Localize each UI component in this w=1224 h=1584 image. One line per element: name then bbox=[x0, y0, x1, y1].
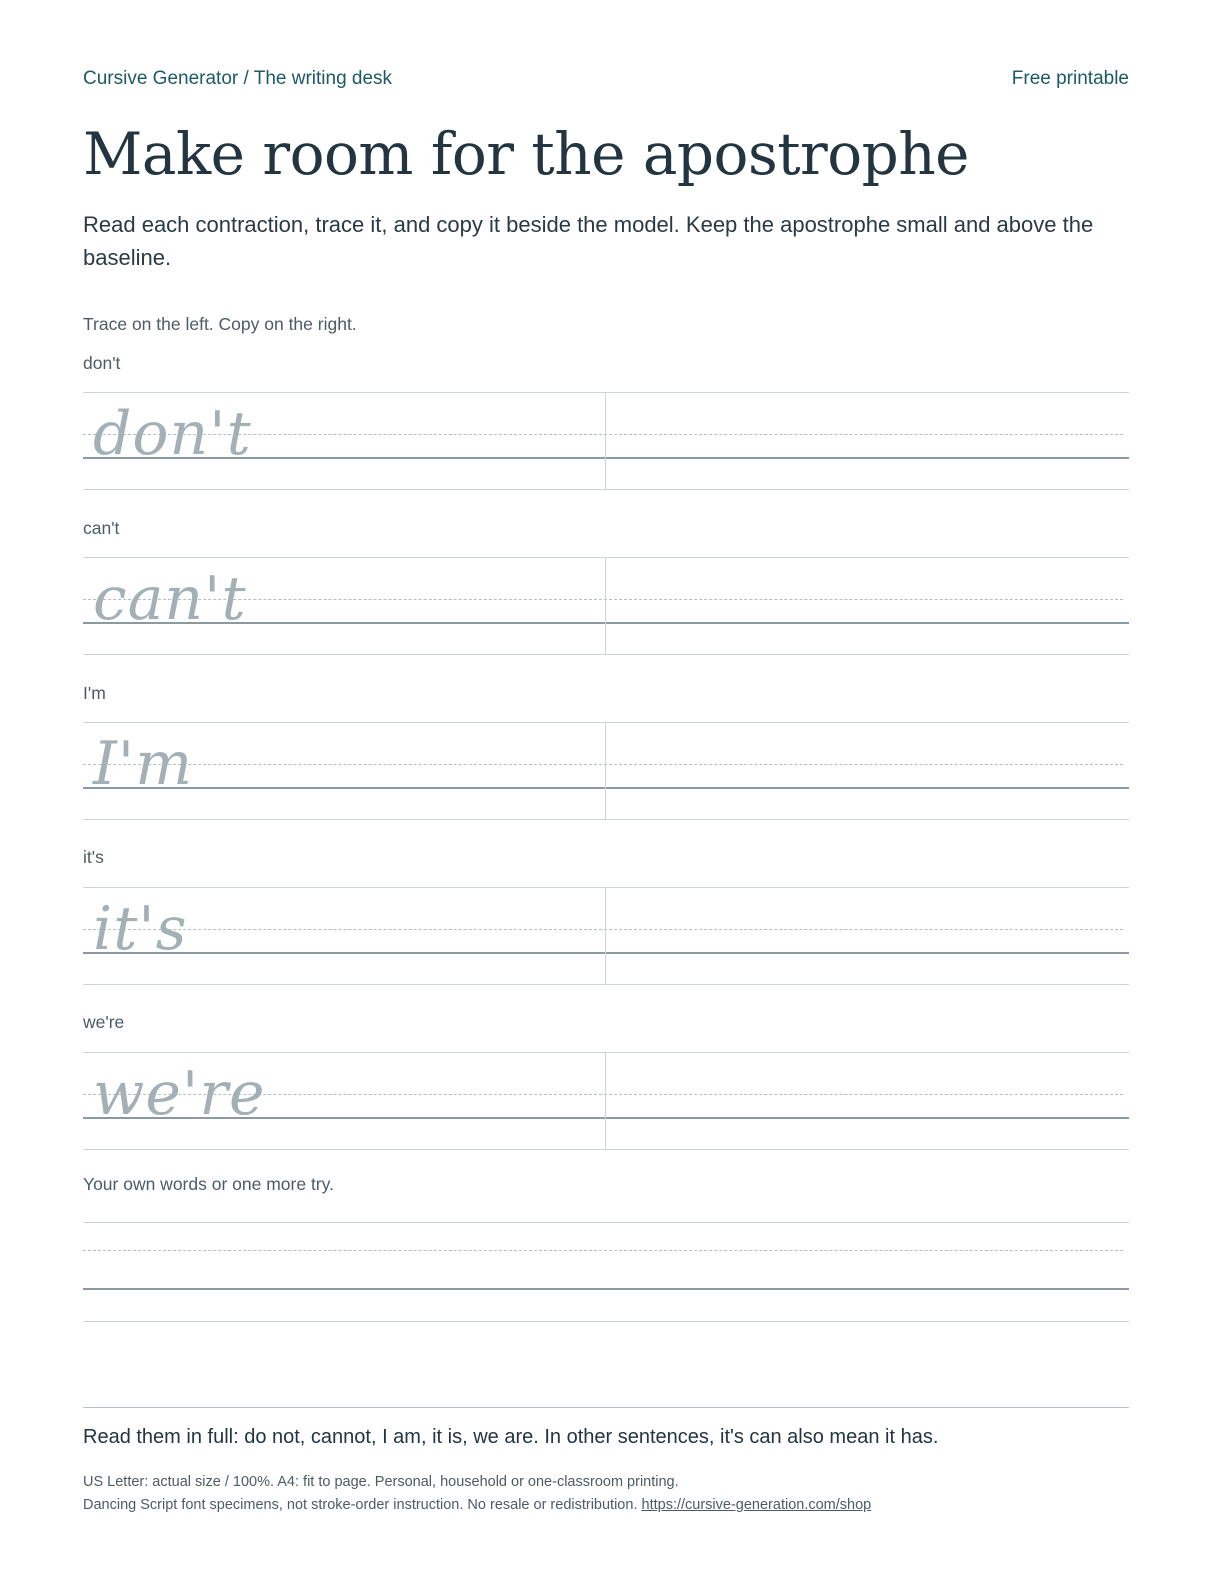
row-divider bbox=[605, 1053, 606, 1149]
copy-area[interactable] bbox=[607, 888, 1129, 984]
practice-row bbox=[83, 887, 1129, 985]
practice-row bbox=[83, 557, 1129, 655]
shop-link[interactable]: https://cursive-generation.com/shop bbox=[641, 1497, 872, 1513]
midline bbox=[83, 1250, 1123, 1251]
copy-area[interactable] bbox=[607, 723, 1129, 819]
practice-row bbox=[83, 1052, 1129, 1150]
intro-text: Read each contraction, trace it, and copy it beside the model. Keep the apostrophe small and above the baseline. bbox=[83, 212, 1094, 270]
practice-row bbox=[83, 722, 1129, 820]
free-practice-label: Your own words or one more try. bbox=[83, 1174, 334, 1194]
free-practice-row[interactable] bbox=[83, 1222, 1129, 1322]
word-label: don't bbox=[83, 353, 121, 373]
trace-word: can't bbox=[93, 564, 247, 634]
breadcrumb[interactable]: Cursive Generator / The writing desk bbox=[83, 68, 393, 89]
free-printable-label: Free printable bbox=[1011, 68, 1129, 89]
word-label: can't bbox=[83, 518, 120, 538]
row-divider bbox=[605, 723, 606, 819]
word-label: we're bbox=[83, 1012, 125, 1032]
copy-area[interactable] bbox=[607, 558, 1129, 654]
license-note bbox=[83, 1497, 871, 1513]
copy-area[interactable] bbox=[607, 1053, 1129, 1149]
trace-word: we're bbox=[93, 1059, 266, 1129]
trace-word: it's bbox=[93, 894, 188, 964]
instruction-text: Trace on the left. Copy on the right. bbox=[83, 314, 357, 334]
trace-word: I'm bbox=[93, 729, 194, 799]
page-header bbox=[83, 66, 1129, 92]
row-divider bbox=[605, 888, 606, 984]
trace-word: don't bbox=[93, 399, 252, 469]
row-divider bbox=[605, 393, 606, 489]
license-text: Dancing Script font specimens, not stroke-order instruction. No resale or redistribution. bbox=[83, 1497, 638, 1513]
page-title: Make room for the apostrophe bbox=[83, 120, 969, 188]
word-label: it's bbox=[83, 847, 104, 867]
practice-row bbox=[83, 392, 1129, 490]
footer-divider bbox=[83, 1407, 1129, 1408]
baseline bbox=[83, 1288, 1129, 1290]
read-in-full-note: Read them in full: do not, cannot, I am, it is, we are. In other sentences, it's can also mean it has. bbox=[83, 1426, 939, 1448]
row-divider bbox=[605, 558, 606, 654]
copy-area[interactable] bbox=[607, 393, 1129, 489]
word-label: I'm bbox=[83, 683, 106, 703]
printing-note: US Letter: actual size / 100%. A4: fit to page. Personal, household or one-classroom printing. bbox=[83, 1474, 679, 1490]
